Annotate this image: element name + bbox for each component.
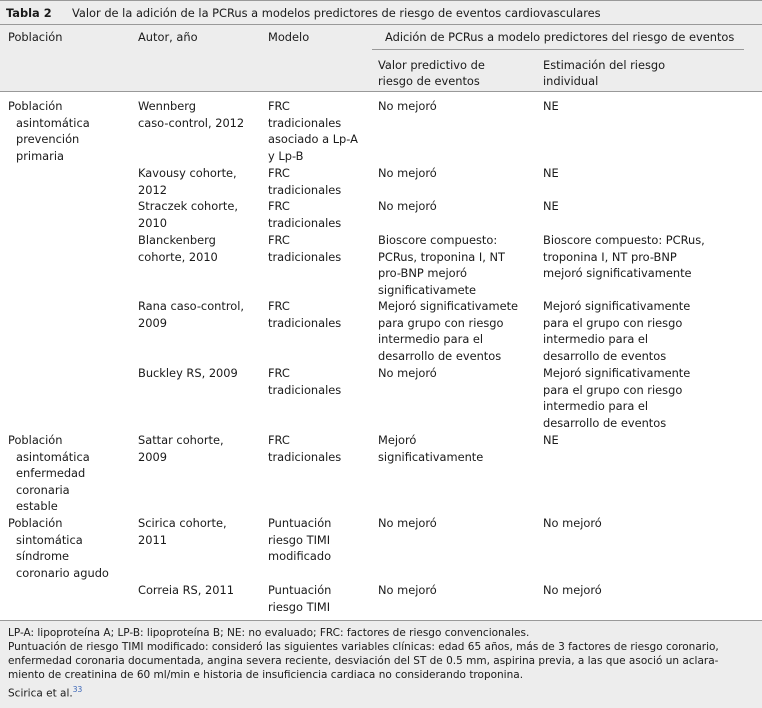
cell-autor-line: 2012 bbox=[138, 182, 167, 197]
cell-valor-line: Mejoró bbox=[378, 433, 417, 447]
cell-modelo-line: Puntuación bbox=[268, 583, 332, 597]
poblacion-line: coronario agudo bbox=[16, 565, 109, 580]
cell-valor-line: Mejoró significativamete bbox=[378, 299, 519, 313]
cell-estimacion-line: para el grupo con riesgo bbox=[543, 382, 683, 397]
cell-autor-line: 2011 bbox=[138, 532, 167, 547]
poblacion-line: coronaria bbox=[16, 482, 70, 497]
cell-autor bbox=[138, 582, 234, 599]
cell-modelo-line: riesgo TIMI bbox=[268, 532, 331, 547]
cell-valor bbox=[378, 198, 437, 215]
header-valor-line: riesgo de eventos bbox=[378, 74, 480, 88]
cell-valor bbox=[378, 298, 518, 364]
cell-modelo-line: asociado a Lp-A bbox=[268, 132, 358, 146]
cell-valor-line: para grupo con riesgo bbox=[378, 315, 504, 330]
table-label: Tabla 2 bbox=[6, 6, 52, 20]
cell-estimacion-line: NE bbox=[543, 166, 559, 180]
cell-valor-line: Bioscore compuesto: bbox=[378, 233, 498, 247]
cell-autor-line: Rana caso-control, bbox=[138, 299, 245, 313]
cell-modelo-line: FRC bbox=[268, 299, 290, 313]
table-body bbox=[0, 92, 762, 620]
cell-valor-line: No mejoró bbox=[378, 99, 437, 113]
cell-modelo bbox=[268, 432, 341, 465]
cell-valor-line: intermedio para el bbox=[378, 332, 484, 346]
cell-autor-line: Wennberg bbox=[138, 99, 196, 113]
cell-estimacion bbox=[543, 365, 690, 431]
header-top-rule bbox=[0, 24, 762, 25]
cell-modelo-line: FRC bbox=[268, 199, 290, 213]
cell-autor bbox=[138, 198, 238, 231]
cell-modelo-line: y Lp-B bbox=[268, 148, 304, 163]
cell-valor-line: No mejoró bbox=[378, 166, 437, 180]
cell-poblacion bbox=[8, 432, 90, 515]
cell-modelo-line: Puntuación bbox=[268, 516, 332, 530]
cell-estimacion bbox=[543, 165, 559, 182]
cell-valor bbox=[378, 432, 483, 465]
poblacion-line: Población bbox=[8, 99, 63, 113]
cell-modelo-line: tradicionales bbox=[268, 315, 342, 330]
cell-estimacion-line: No mejoró bbox=[543, 583, 602, 597]
footnote-timi-2: enfermedad coronaria documentada, angina severa reciente, desviación del ST de 0.5 mm, aspirina previa, a las que asoció un aclara- bbox=[8, 655, 719, 667]
cell-autor-line: 2009 bbox=[138, 315, 167, 330]
cell-modelo bbox=[268, 165, 341, 198]
cell-estimacion bbox=[543, 515, 602, 532]
footnote-reference: 33 bbox=[72, 685, 83, 694]
cell-estimacion-line: NE bbox=[543, 99, 559, 113]
cell-modelo-line: tradicionales bbox=[268, 249, 342, 264]
cell-modelo-line: FRC bbox=[268, 433, 290, 447]
cell-autor bbox=[138, 432, 224, 465]
header-estimacion-line: Estimación del riesgo bbox=[543, 58, 666, 72]
footnote-source bbox=[8, 683, 752, 701]
header-estimacion bbox=[543, 57, 665, 89]
cell-autor bbox=[138, 298, 244, 331]
cell-estimacion bbox=[543, 432, 559, 449]
table-footnotes bbox=[0, 620, 762, 708]
cell-modelo-line: modificado bbox=[268, 549, 332, 563]
cell-autor-line: caso-control, 2012 bbox=[138, 115, 245, 130]
cell-valor-line: pro-BNP mejoró bbox=[378, 266, 468, 280]
cell-estimacion-line: intermedio para el bbox=[543, 399, 649, 413]
cell-autor bbox=[138, 365, 238, 382]
cell-modelo-line: tradicionales bbox=[268, 115, 342, 130]
cell-autor-line: 2010 bbox=[138, 215, 167, 230]
cell-estimacion bbox=[543, 298, 690, 364]
poblacion-line: asintomática bbox=[16, 449, 90, 464]
poblacion-line: asintomática bbox=[16, 115, 90, 130]
cell-autor-line: Blanckenberg bbox=[138, 233, 216, 247]
cell-valor-line: No mejoró bbox=[378, 516, 437, 530]
cell-autor-line: Sattar cohorte, bbox=[138, 433, 224, 447]
cell-autor-line: cohorte, 2010 bbox=[138, 249, 218, 264]
cell-modelo-line: FRC bbox=[268, 366, 290, 380]
cell-estimacion bbox=[543, 582, 602, 599]
cell-modelo-line: FRC bbox=[268, 166, 290, 180]
footnote-source-text: Scirica et al. bbox=[8, 687, 73, 700]
table-title-bar bbox=[0, 0, 762, 24]
poblacion-line: estable bbox=[16, 499, 58, 513]
poblacion-line: sintomática bbox=[16, 532, 83, 547]
poblacion-line: síndrome bbox=[16, 549, 70, 563]
cell-autor-line: Straczek cohorte, bbox=[138, 199, 239, 213]
cell-valor-line: significativamente bbox=[378, 449, 484, 464]
header-modelo: Modelo bbox=[268, 30, 310, 44]
cell-modelo bbox=[268, 582, 331, 615]
cell-autor bbox=[138, 515, 227, 548]
cell-modelo bbox=[268, 98, 358, 164]
cell-autor-line: Kavousy cohorte, bbox=[138, 166, 237, 180]
table-header bbox=[0, 24, 762, 92]
cell-modelo bbox=[268, 365, 341, 398]
header-estimacion-line: individual bbox=[543, 74, 599, 88]
table-caption: Valor de la adición de la PCRus a modelos predictores de riesgo de eventos cardiovasculares bbox=[72, 6, 601, 20]
cell-estimacion-line: Mejoró significativamente bbox=[543, 366, 691, 380]
cell-modelo-line: tradicionales bbox=[268, 382, 342, 397]
footnote-timi-3: miento de creatinina de 60 ml/min e historia de insuficiencia cardiaca no considerando troponina. bbox=[8, 669, 524, 681]
cell-valor bbox=[378, 165, 437, 182]
cell-poblacion bbox=[8, 98, 90, 164]
footnote-abbreviations: LP-A: lipoproteína A; LP-B: lipoproteína B; NE: no evaluado; FRC: factores de riesgo convencionales. bbox=[8, 627, 530, 639]
cell-estimacion-line: Bioscore compuesto: PCRus, bbox=[543, 233, 705, 247]
cell-modelo-line: FRC bbox=[268, 99, 290, 113]
cell-modelo bbox=[268, 198, 341, 231]
cell-modelo-line: tradicionales bbox=[268, 182, 342, 197]
cell-autor-line: Buckley RS, 2009 bbox=[138, 366, 238, 380]
cell-valor bbox=[378, 365, 437, 382]
cell-autor-line: 2009 bbox=[138, 449, 167, 464]
cell-modelo bbox=[268, 515, 331, 565]
cell-estimacion-line: mejoró significativamente bbox=[543, 266, 692, 280]
cell-valor bbox=[378, 98, 437, 115]
cell-valor-line: PCRus, troponina I, NT bbox=[378, 249, 505, 264]
cell-estimacion-line: intermedio para el bbox=[543, 332, 649, 346]
cell-estimacion-line: NE bbox=[543, 199, 559, 213]
cell-modelo-line: riesgo TIMI bbox=[268, 599, 331, 614]
cell-autor-line: Correia RS, 2011 bbox=[138, 583, 234, 597]
header-poblacion: Población bbox=[8, 30, 63, 44]
cell-estimacion-line: No mejoró bbox=[543, 516, 602, 530]
cell-modelo-line: FRC bbox=[268, 233, 290, 247]
cell-valor bbox=[378, 582, 437, 599]
cell-valor bbox=[378, 515, 437, 532]
cell-estimacion bbox=[543, 198, 559, 215]
cell-modelo bbox=[268, 232, 341, 265]
cell-valor-line: desarrollo de eventos bbox=[378, 348, 502, 363]
poblacion-line: prevención bbox=[16, 132, 80, 146]
cell-estimacion-line: troponina I, NT pro-BNP bbox=[543, 249, 677, 264]
header-group: Adición de PCRus a modelo predictores del riesgo de eventos bbox=[385, 30, 735, 44]
cell-autor-line: Scirica cohorte, bbox=[138, 516, 227, 530]
header-autor: Autor, año bbox=[138, 30, 198, 44]
header-valor bbox=[378, 57, 485, 89]
cell-estimacion bbox=[543, 232, 705, 282]
cell-poblacion bbox=[8, 515, 109, 581]
cell-modelo bbox=[268, 298, 341, 331]
cell-valor-line: significativamete bbox=[378, 282, 477, 297]
header-group-rule bbox=[372, 49, 744, 50]
cell-valor-line: No mejoró bbox=[378, 199, 437, 213]
cell-valor bbox=[378, 232, 505, 298]
cell-autor bbox=[138, 98, 244, 131]
cell-modelo-line: tradicionales bbox=[268, 215, 342, 230]
footnote-timi-1: Puntuación de riesgo TIMI modificado: consideró las siguientes variables clínicas: edad 65 años, más de 3 factores de riesgo coronario, bbox=[8, 641, 719, 653]
cell-autor bbox=[138, 165, 237, 198]
poblacion-line: Población bbox=[8, 433, 63, 447]
cell-estimacion-line: para el grupo con riesgo bbox=[543, 315, 683, 330]
poblacion-line: enfermedad bbox=[16, 466, 86, 480]
cell-estimacion-line: NE bbox=[543, 433, 559, 447]
cell-estimacion-line: desarrollo de eventos bbox=[543, 348, 667, 363]
cell-estimacion-line: desarrollo de eventos bbox=[543, 415, 667, 430]
cell-estimacion bbox=[543, 98, 559, 115]
header-valor-line: Valor predictivo de bbox=[378, 58, 485, 72]
cell-valor-line: No mejoró bbox=[378, 366, 437, 380]
cell-modelo-line: tradicionales bbox=[268, 449, 342, 464]
poblacion-line: Población bbox=[8, 516, 63, 530]
cell-autor bbox=[138, 232, 218, 265]
poblacion-line: primaria bbox=[16, 148, 64, 163]
cell-valor-line: No mejoró bbox=[378, 583, 437, 597]
cell-estimacion-line: Mejoró significativamente bbox=[543, 299, 691, 313]
